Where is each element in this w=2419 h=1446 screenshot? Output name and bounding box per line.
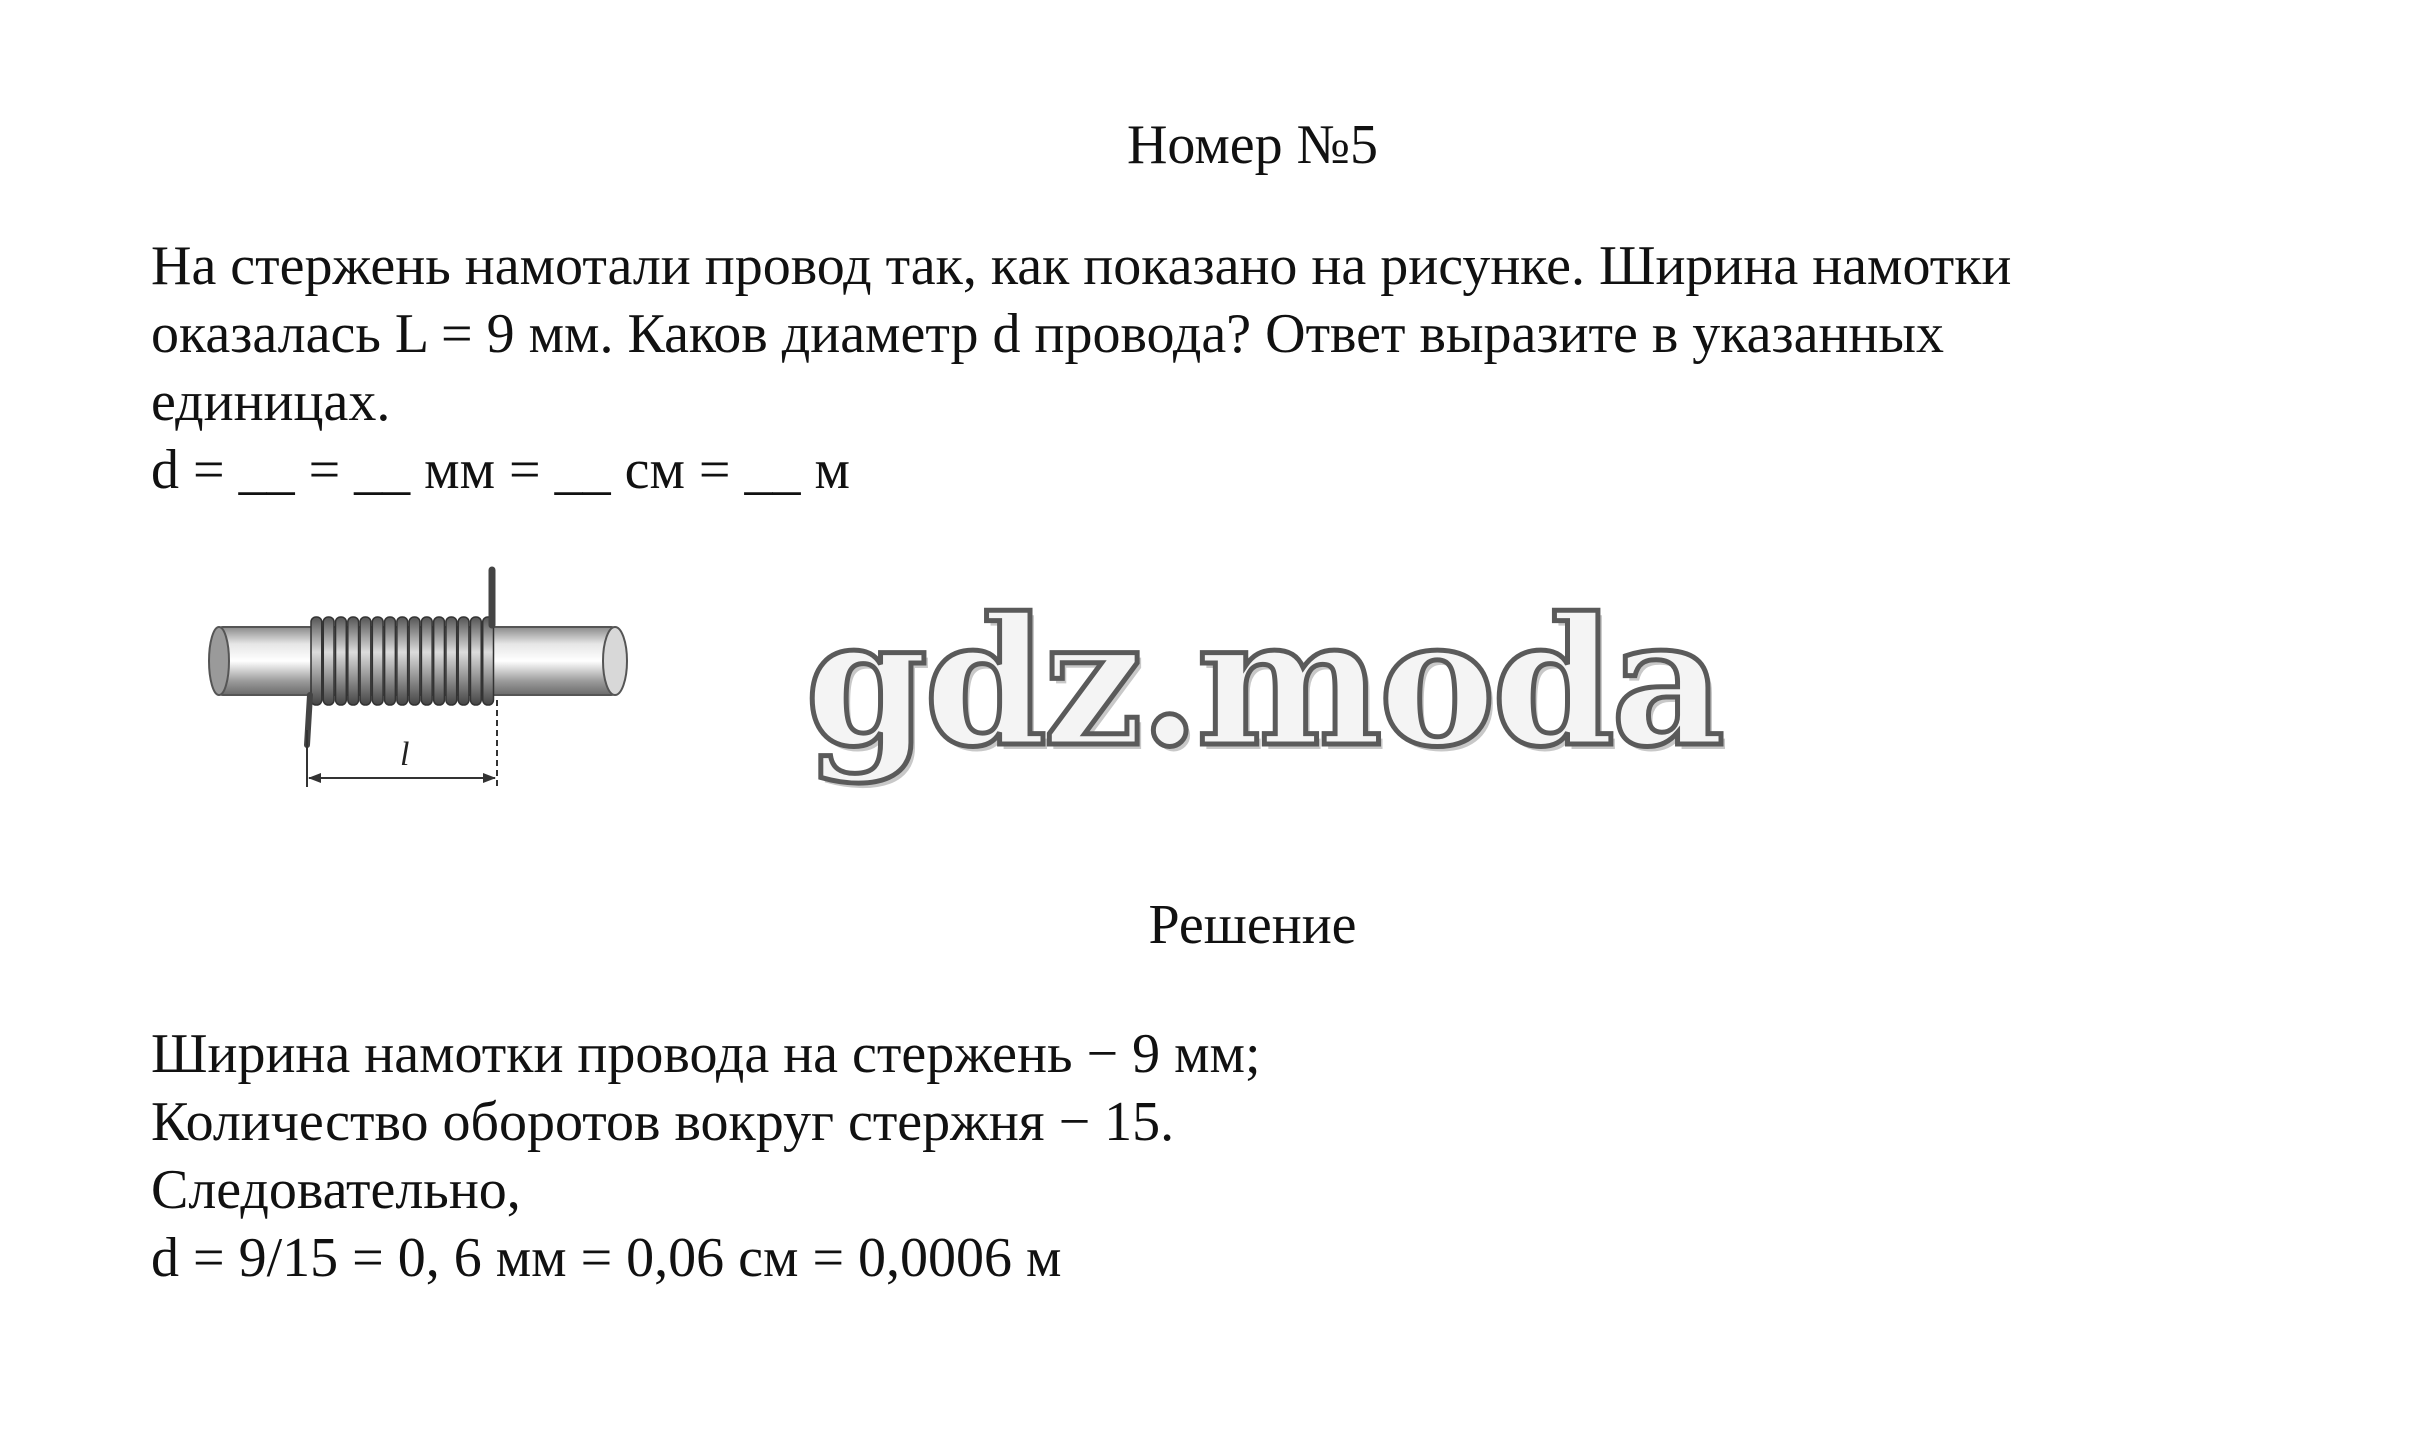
problem-line: На стержень намотали провод так, как показано на рисунке. Ширина намотки bbox=[151, 235, 2012, 297]
problem-statement bbox=[151, 232, 2301, 504]
coil-turn bbox=[434, 617, 445, 705]
solution-line: Следовательно, bbox=[151, 1159, 521, 1221]
coil-turn bbox=[397, 617, 408, 705]
dimension-arrow-left bbox=[308, 773, 321, 783]
page-title: Номер №5 bbox=[1126, 114, 1379, 176]
rod-right-end bbox=[603, 627, 627, 695]
wire-coil bbox=[311, 617, 494, 705]
coil-turn bbox=[446, 617, 457, 705]
solution-result: d = 9/15 = 0, 6 мм = 0,06 см = 0,0006 м bbox=[151, 1227, 1062, 1289]
watermark-logo: gdz.moda bbox=[805, 579, 1722, 786]
solution-line: Ширина намотки провода на стержень − 9 мм; bbox=[151, 1023, 1261, 1085]
coil-turn bbox=[409, 617, 420, 705]
rod-with-wire-figure bbox=[195, 555, 665, 805]
coil-turn bbox=[323, 617, 334, 705]
dimension-arrow-right bbox=[483, 773, 496, 783]
coil-turn bbox=[360, 617, 371, 705]
coil-turn bbox=[470, 617, 481, 705]
dimension-label: l bbox=[400, 736, 410, 773]
answer-template: d = __ = __ мм = __ см = __ м bbox=[151, 439, 850, 501]
coil-turn bbox=[483, 617, 494, 705]
solution-text bbox=[151, 1020, 2301, 1292]
solution-line: Количество оборотов вокруг стержня − 15. bbox=[151, 1091, 1175, 1153]
coil-turn bbox=[372, 617, 383, 705]
coil-turn bbox=[458, 617, 469, 705]
problem-line: единицах. bbox=[151, 371, 391, 433]
coil-turn bbox=[348, 617, 359, 705]
problem-line: оказалась L = 9 мм. Каков диаметр d провода? Ответ выразите в указанных bbox=[151, 303, 1945, 365]
coil-turn bbox=[421, 617, 432, 705]
solution-heading: Решение bbox=[1148, 894, 1357, 956]
rod-left-end bbox=[209, 627, 229, 695]
coil-turn bbox=[385, 617, 396, 705]
coil-turn bbox=[336, 617, 347, 705]
coil-turn bbox=[311, 617, 322, 705]
